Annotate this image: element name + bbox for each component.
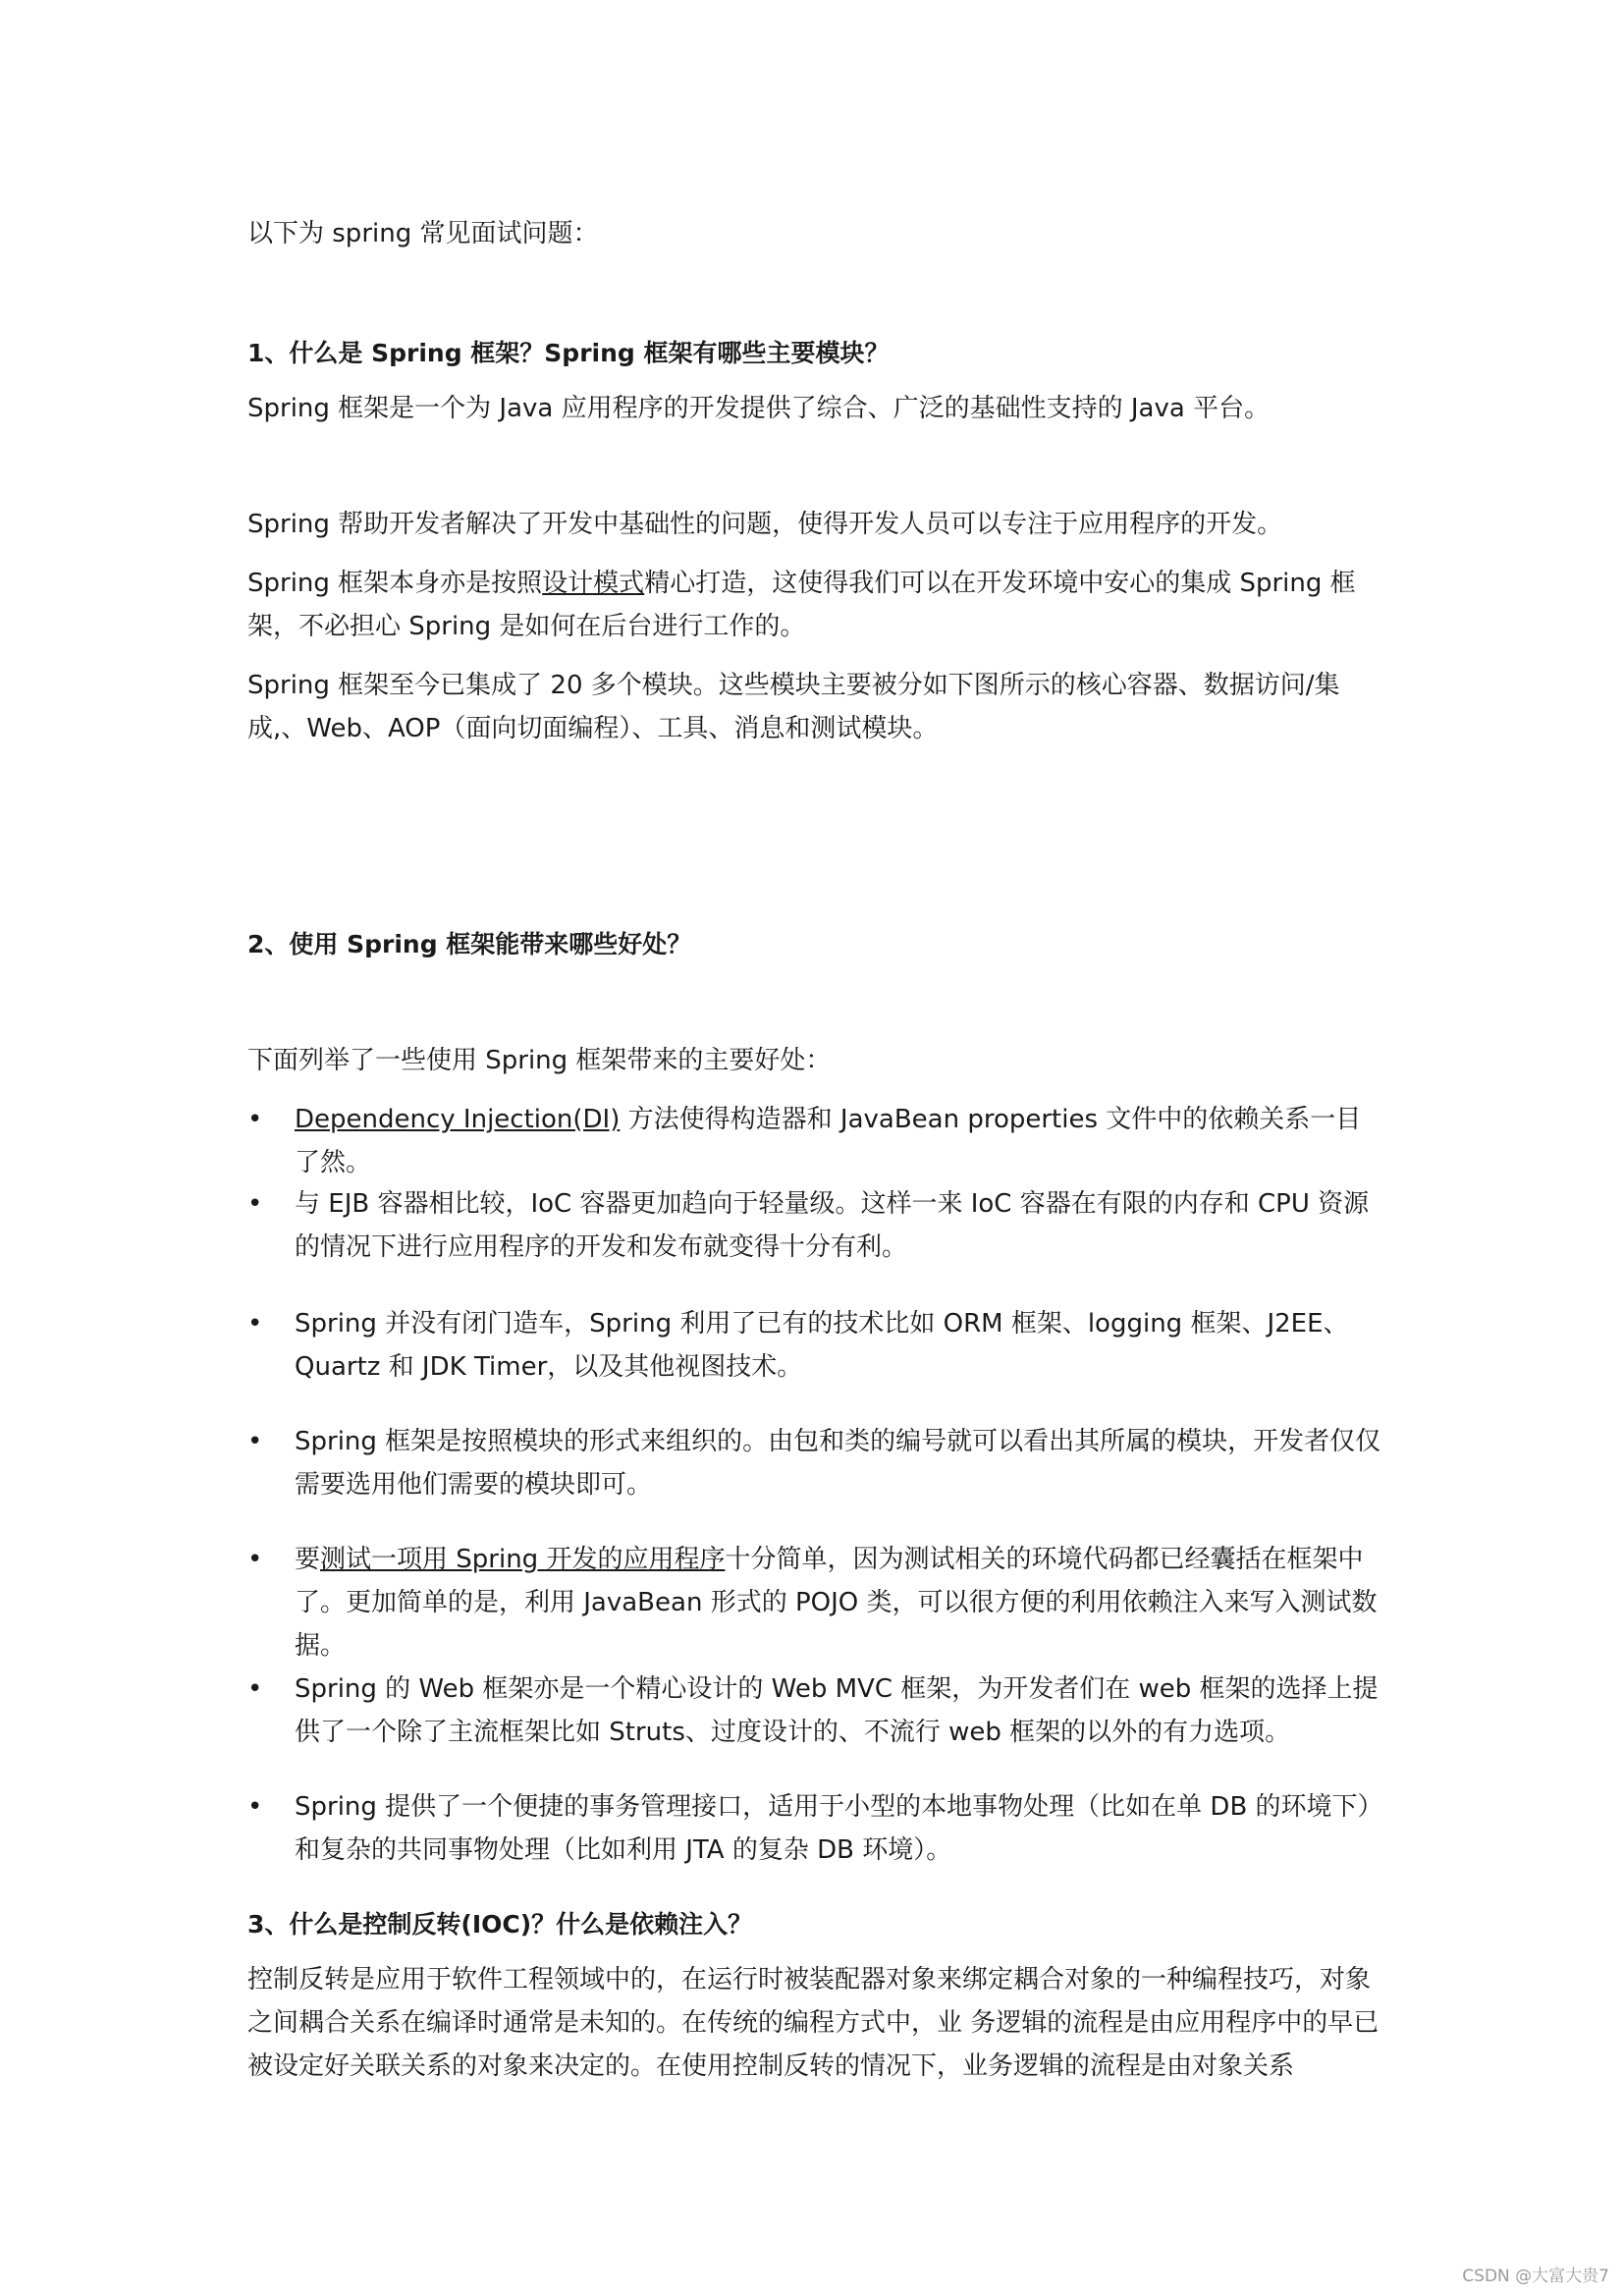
bullet-icon: • (247, 1105, 263, 1134)
bullet-icon: • (247, 1309, 263, 1339)
di-link[interactable]: Dependency Injection(DI) (295, 1105, 621, 1134)
design-pattern-link[interactable]: 设计模式 (542, 569, 645, 598)
list-item-text: 要 (295, 1545, 321, 1574)
list-item (247, 1538, 1386, 1667)
watermark: CSDN @大富大贵7 (1462, 2267, 1609, 2286)
list-item (247, 1302, 1386, 1389)
list-item (247, 1420, 1386, 1506)
q1-paragraph-1: Spring 框架是一个为 Java 应用程序的开发提供了综合、广泛的基础性支持的 Java 平台。 (247, 394, 1271, 423)
q1-p3-text: Spring 框架本身亦是按照 (247, 569, 543, 598)
intro-text: 以下为 spring 常见面试问题： (247, 219, 599, 248)
q3-paragraph-1: 控制反转是应用于软件工程领域中的，在运行时被装配器对象来绑定耦合对象的一种编程技巧，对象之间耦合关系在编译时通常是未知的。在传统的编程方式中，业 务逻辑的流程是由应用程序中的早已被设定好关联关系的对象来决定的。在使用控制反转的情况下，业务逻辑的流程是由对象关系 (247, 1965, 1380, 2081)
q2-intro: 下面列举了一些使用 Spring 框架带来的主要好处： (247, 1046, 832, 1075)
list-item (247, 1182, 1386, 1269)
bullet-icon: • (247, 1545, 263, 1574)
list-item-text: Spring 并没有闭门造车，Spring 利用了已有的技术比如 ORM 框架、logging 框架、J2EE、Quartz 和 JDK Timer，以及其他视图技术。 (295, 1309, 1349, 1382)
q2-heading: 2、使用 Spring 框架能带来哪些好处？ (247, 930, 692, 958)
bullet-icon: • (247, 1792, 263, 1822)
bullet-icon: • (247, 1427, 263, 1456)
list-item-text: 与 EJB 容器相比较，IoC 容器更加趋向于轻量级。这样一来 IoC 容器在有限的内存和 CPU 资源的情况下进行应用程序的开发和发布就变得十分有利。 (295, 1189, 1370, 1262)
q1-heading: 1、什么是 Spring 框架？Spring 框架有哪些主要模块？ (247, 339, 890, 367)
q1-paragraph-3 (247, 562, 1386, 648)
q1-p3-text-cont: 精心打造，这使得我们可以在开发环境中安心的集成 Spring 框架，不必担心 Spring 是如何在后台进行工作的。 (247, 569, 1356, 641)
list-item (247, 1667, 1386, 1754)
list-item-text-cont: 十分简单，因为测试相关的环境代码都已经囊括在框架中了。更加简单的是，利用 JavaBean 形式的 POJO 类，可以很方便的利用依赖注入来写入测试数据。 (295, 1545, 1378, 1661)
bullet-icon: • (247, 1189, 263, 1219)
list-item (247, 1785, 1386, 1872)
q1-paragraph-2: Spring 帮助开发者解决了开发中基础性的问题，使得开发人员可以专注于应用程序的开发。 (247, 510, 1283, 539)
list-item-text: Spring 的 Web 框架亦是一个精心设计的 Web MVC 框架，为开发者们在 web 框架的选择上提供了一个除了主流框架比如 Struts、过度设计的、不流行 web 框架的以外的有力选项。 (295, 1674, 1379, 1747)
testing-link[interactable]: 测试一项用 Spring 开发的应用程序 (320, 1545, 726, 1574)
list-item (247, 1098, 1386, 1184)
list-item-text: 方法使得构造器和 JavaBean properties 文件中的依赖关系一目了然。 (295, 1105, 1362, 1177)
list-item-text: Spring 框架是按照模块的形式来组织的。由包和类的编号就可以看出其所属的模块，开发者仅仅需要选用他们需要的模块即可。 (295, 1427, 1381, 1500)
bullet-icon: • (247, 1674, 263, 1704)
q1-paragraph-4: Spring 框架至今已集成了 20 多个模块。这些模块主要被分如下图所示的核心容器、数据访问/集成,、Web、AOP（面向切面编程）、工具、消息和测试模块。 (247, 671, 1340, 743)
list-item-text: Spring 提供了一个便捷的事务管理接口，适用于小型的本地事物处理（比如在单 DB 的环境下）和复杂的共同事物处理（比如利用 JTA 的复杂 DB 环境）。 (295, 1792, 1383, 1865)
q3-heading: 3、什么是控制反转(IOC)？什么是依赖注入？ (247, 1910, 753, 1939)
